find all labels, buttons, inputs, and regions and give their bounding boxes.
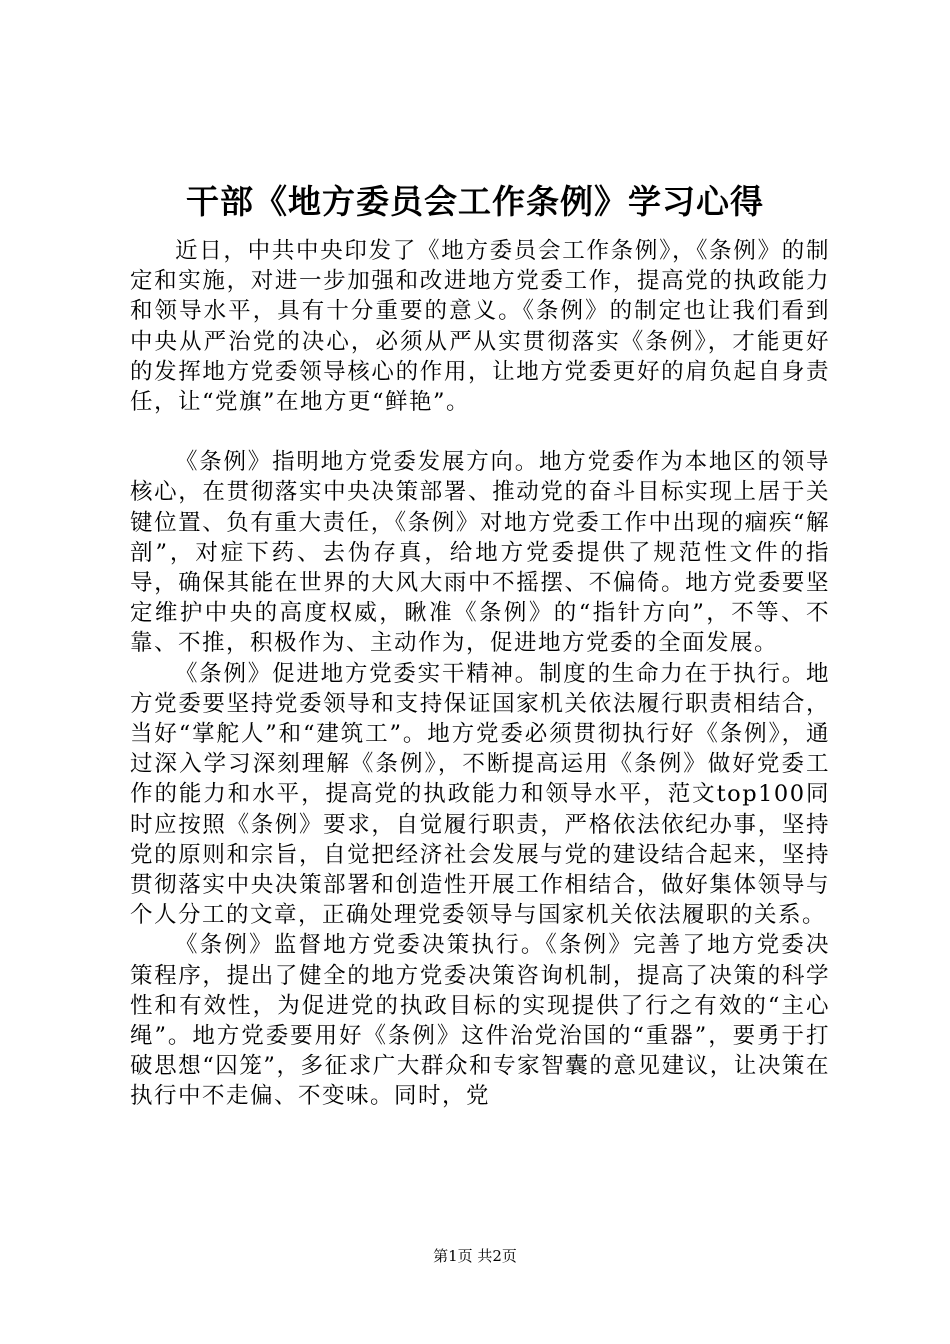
document-title: 干部《地方委员会工作条例》学习心得 [186, 182, 764, 221]
paragraph-intro: 近日，中共中央印发了《地方委员会工作条例》，《条例》的制定和实施，对进一步加强和改进地方党委工作，提高党的执政能力和领导水平，具有十分重要的意义。《条例》的制定也让我们看到中央从严治党的决心，必须从严从实贯彻落实《条例》，才能更好的发挥地方党委领导核心的作用，让地方党委更好的肩负起自身责任，让“党旗”在地方更“鲜艳”。 [130, 238, 830, 416]
page-footer: 第1页 共2页 [433, 1247, 517, 1265]
document-body [130, 236, 830, 1112]
paragraph-direction: 《条例》指明地方党委发展方向。地方党委作为本地区的领导核心，在贯彻落实中央决策部署、推动党的奋斗目标实现上居于关键位置、负有重大责任，《条例》对地方党委工作中出现的痼疾“解剖”，对症下药、去伪存真，给地方党委提供了规范性文件的指导，确保其能在世界的大风大雨中不摇摆、不偏倚。地方党委要坚定维护中央的高度权威，瞅准《条例》的“指针方向”，不等、不靠、不推，积极作为、主动作为，促进地方党委的全面发展。 [130, 449, 830, 657]
paragraph-practice: 《条例》促进地方党委实干精神。制度的生命力在于执行。地方党委要坚持党委领导和支持保证国家机关依法履行职责相结合，当好“掌舵人”和“建筑工”。地方党委必须贯彻执行好《条例》，通过深入学习深刻理解《条例》，不断提高运用《条例》做好党委工作的能力和水平，提高党的执政能力和领导水平，范文top100同时应按照《条例》要求，自觉履行职责，严格依法依纪办事，坚持党的原则和宗旨，自觉把经济社会发展与党的建设结合起来，坚持贯彻落实中央决策部署和创造性开展工作相结合，做好集体领导与个人分工的文章，正确处理党委领导与国家机关依法履职的关系。 [130, 660, 830, 929]
paragraph-supervision: 《条例》监督地方党委决策执行。《条例》完善了地方党委决策程序，提出了健全的地方党委决策咨询机制，提高了决策的科学性和有效性，为促进党的执政目标的实现提供了行之有效的“主心绳”。地方党委要用好《条例》这件治党治国的“重器”，要勇于打破思想“囚笼”，多征求广大群众和专家智囊的意见建议，让决策在执行中不走偏、不变味。同时，党 [130, 932, 830, 1110]
